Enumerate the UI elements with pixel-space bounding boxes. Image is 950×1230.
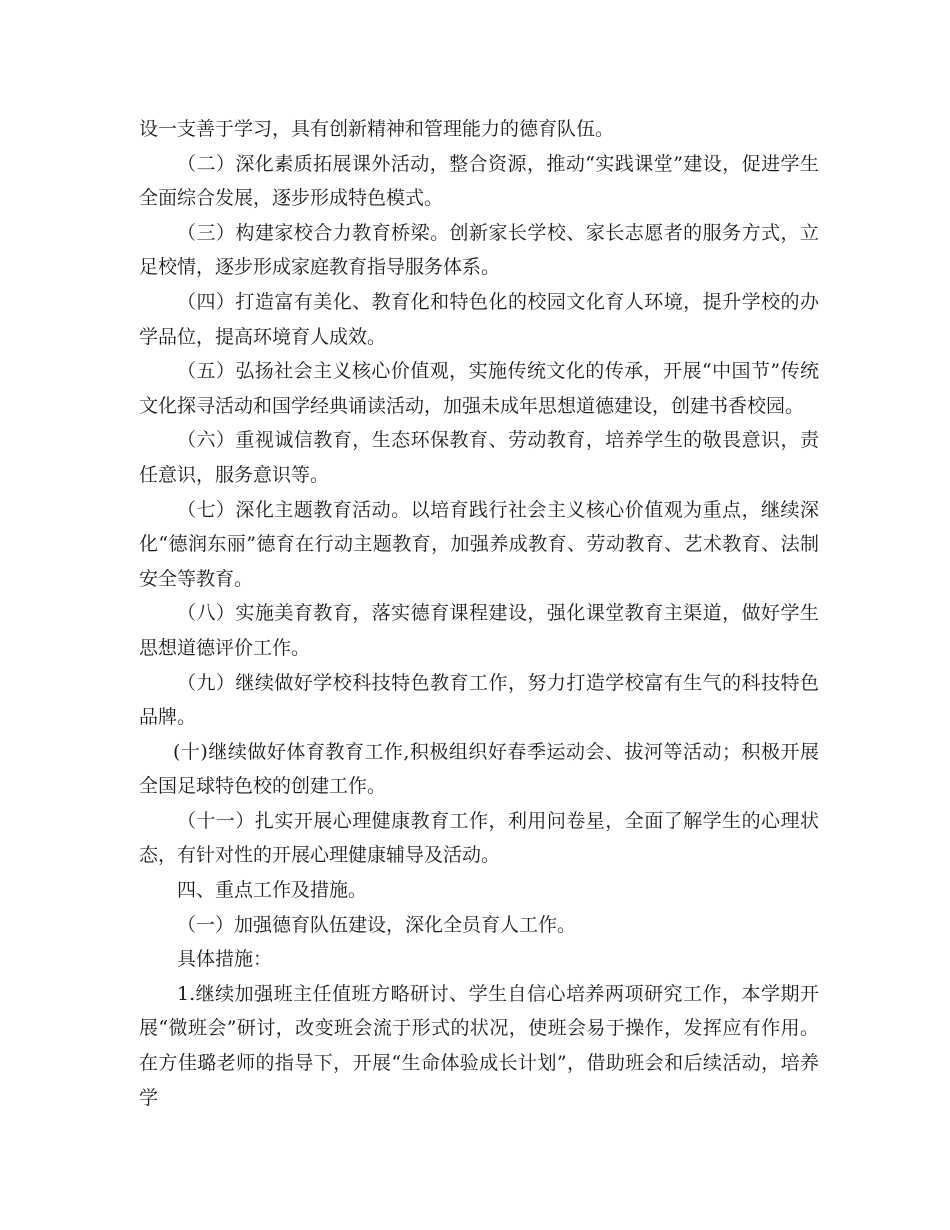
document-body [139, 112, 819, 1115]
section-heading: 四、重点工作及措施。 [177, 879, 368, 902]
paragraph: （七）深化主题教育活动。以培育践行社会主义核心价值观为重点，继续深化“德润东丽”德育在行动主题教育，加强养成教育、劳动教育、艺术教育、法制安全等教育。 [139, 498, 819, 590]
paragraph: （八）实施美育教育，落实德育课程建设，强化课堂教育主渠道，做好学生思想道德评价工作。 [139, 602, 819, 659]
paragraph: （五）弘扬社会主义核心价值观，实施传统文化的传承，开展“中国节”传统文化探寻活动和国学经典诵读活动，加强未成年思想道德建设，创建书香校园。 [139, 360, 819, 417]
paragraph: （二）深化素质拓展课外活动，整合资源，推动“实践课堂”建设，促进学生全面综合发展，逐步形成特色模式。 [139, 152, 819, 210]
paragraph: （十一）扎实开展心理健康教育工作，利用问卷星，全面了解学生的心理状态，有针对性的开展心理健康辅导及活动。 [139, 809, 819, 867]
paragraph: 设一支善于学习，具有创新精神和管理能力的德育队伍。 [139, 118, 615, 140]
paragraph: （九）继续做好学校科技特色教育工作，努力打造学校富有生气的科技特色品牌。 [139, 671, 819, 729]
paragraph: (十)继续做好体育教育工作,积极组织好春季运动会、拔河等活动；积极开展全国足球特色校的创建工作。 [139, 740, 819, 798]
subsection-heading: （一）加强德育队伍建设，深化全员育人工作。 [177, 913, 577, 936]
paragraph: （六）重视诚信教育，生态环保教育、劳动教育，培养学生的敬畏意识，责任意识，服务意识等。 [139, 429, 819, 486]
paragraph: 1.继续加强班主任值班方略研讨、学生自信心培养两项研究工作，本学期开展“微班会”研讨，改变班会流于形式的状况，使班会易于操作，发挥应有作用。在方佳璐老师的指导下，开展“生命体验成长计划”，借助班会和后续活动，培养学 [139, 982, 819, 1109]
paragraph: （四）打造富有美化、教育化和特色化的校园文化育人环境，提升学校的办学品位，提高环境育人成效。 [139, 290, 819, 348]
measures-label: 具体措施： [177, 948, 273, 971]
paragraph: （三）构建家校合力教育桥梁。创新家长学校、家长志愿者的服务方式，立足校情，逐步形成家庭教育指导服务体系。 [139, 221, 819, 279]
